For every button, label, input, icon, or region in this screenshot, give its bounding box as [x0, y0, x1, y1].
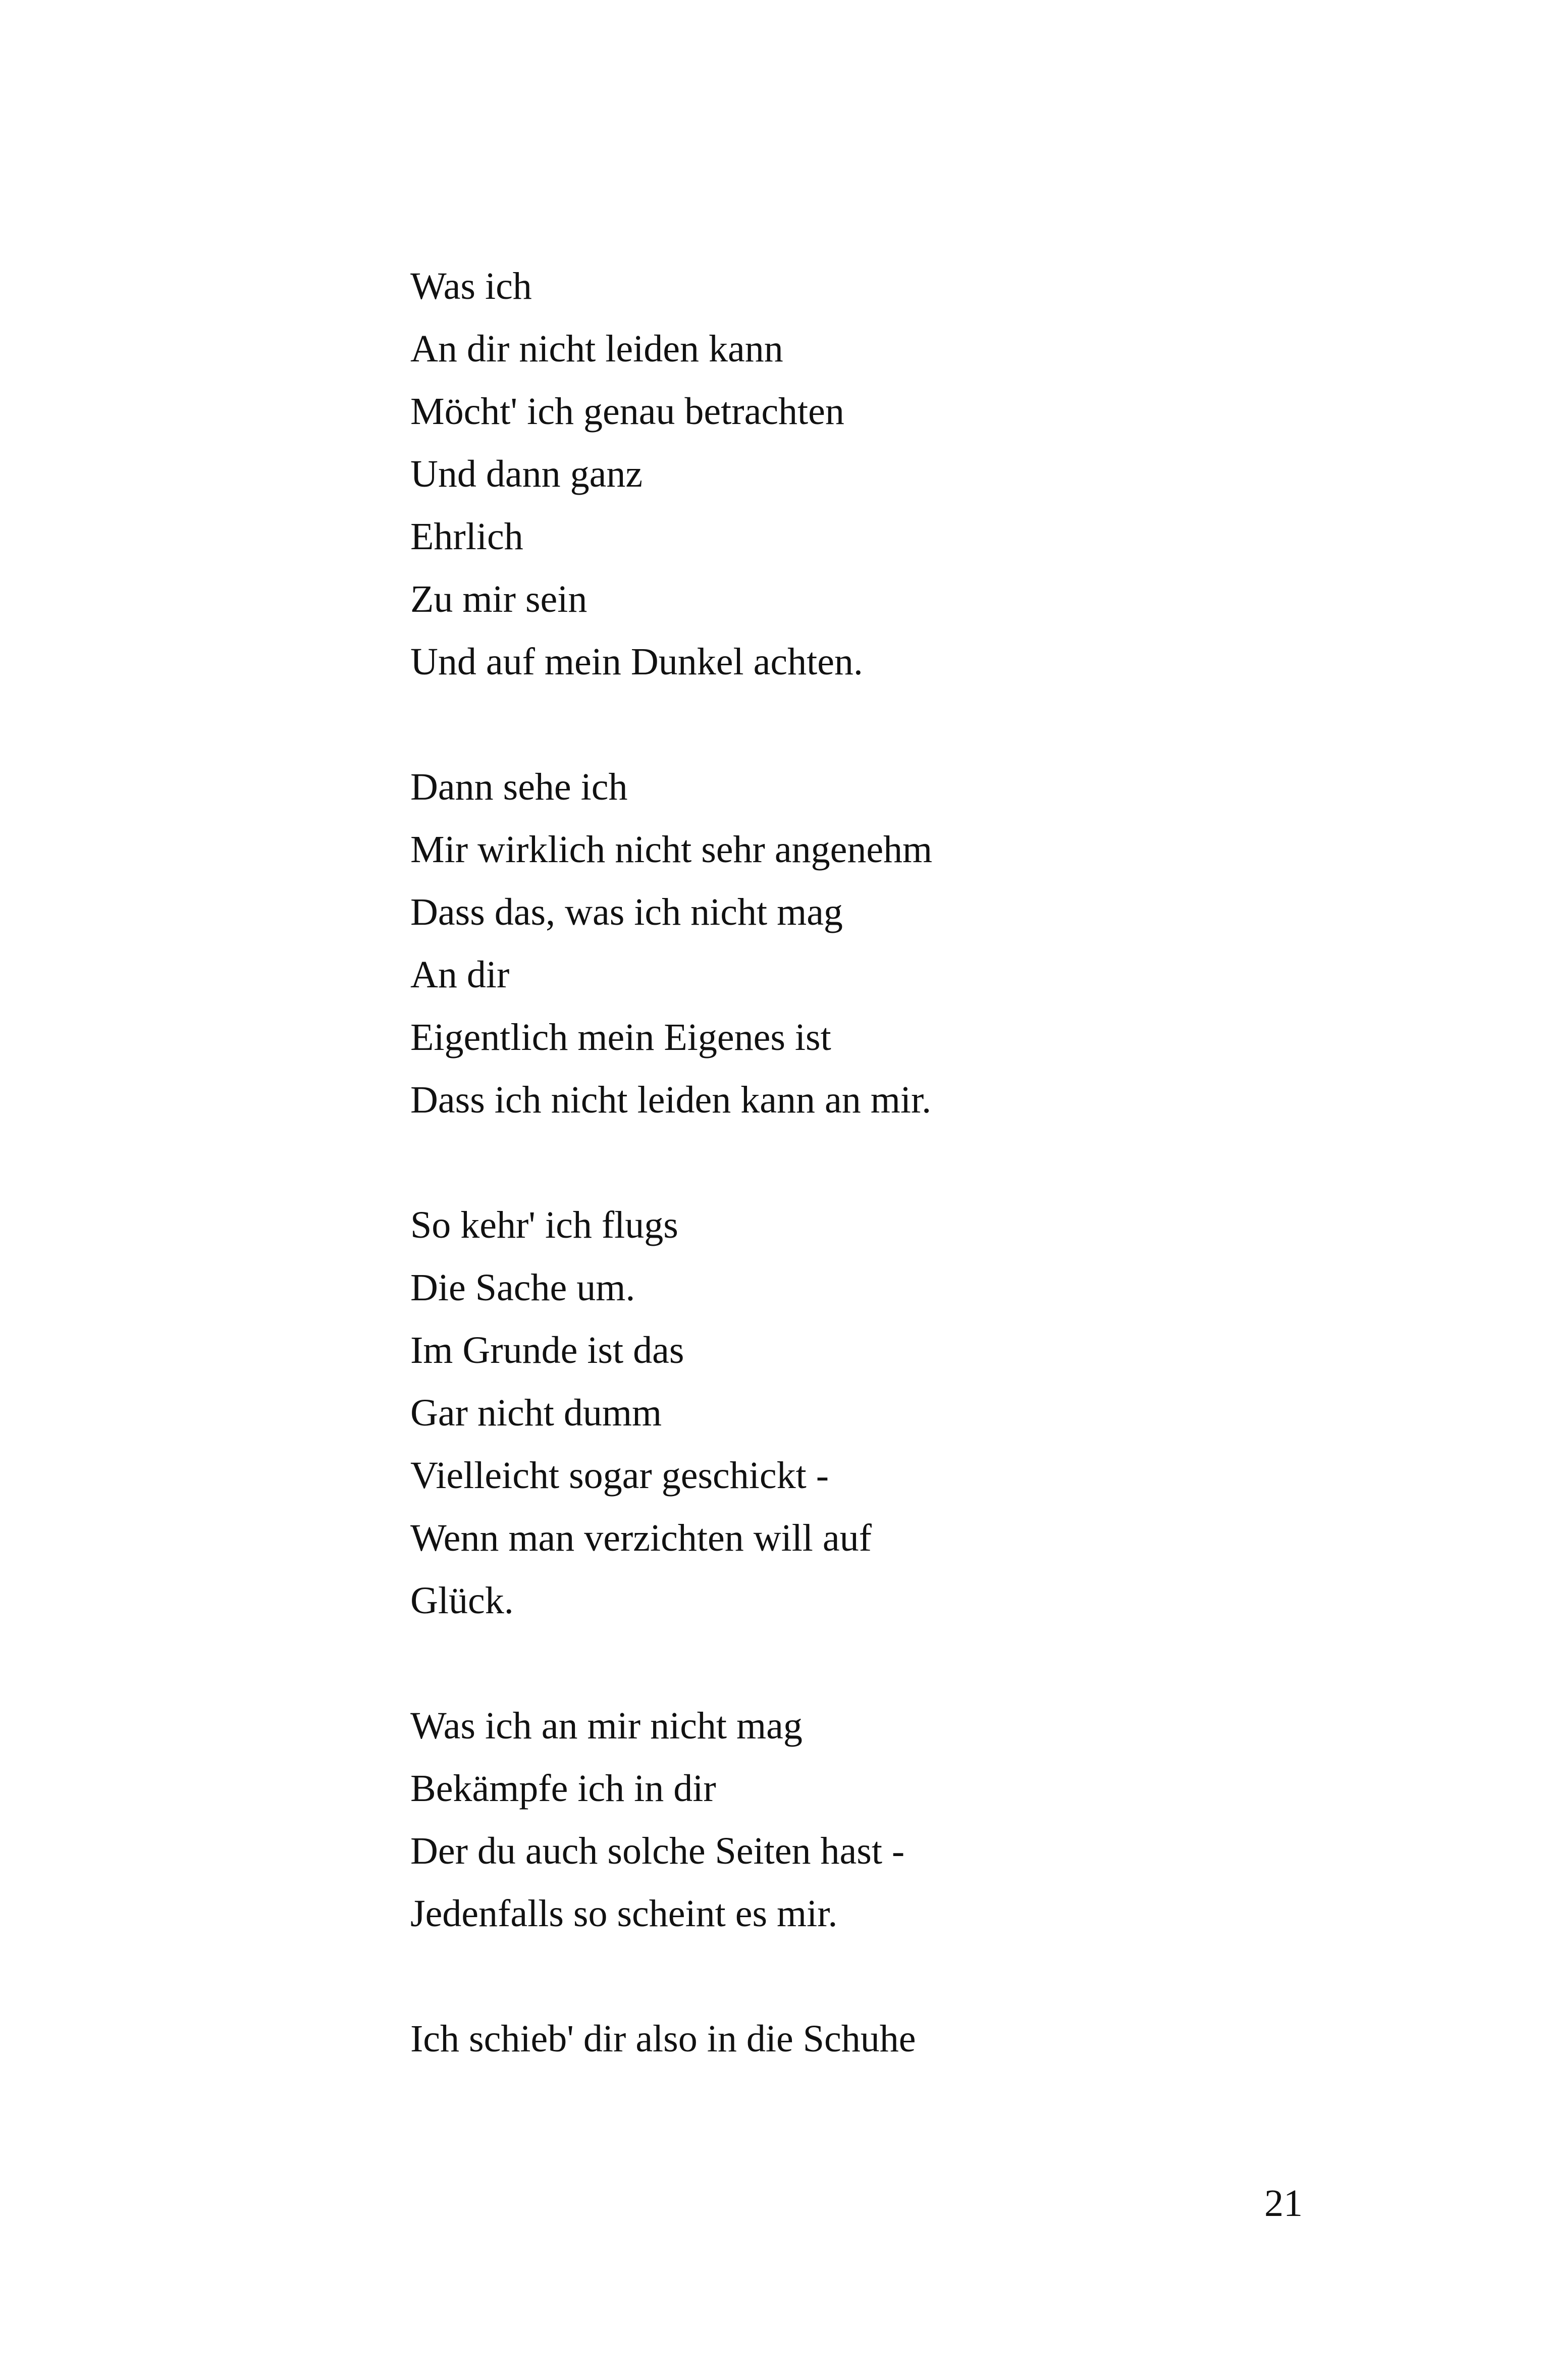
poem-line: Möcht' ich genau betrachten — [410, 390, 844, 433]
poem-line: Ehrlich — [410, 515, 523, 558]
poem-line: Bekämpfe ich in dir — [410, 1767, 716, 1810]
stanza-5 — [410, 2007, 1420, 2070]
poem-line: Dass das, was ich nicht mag — [410, 891, 843, 933]
poem-line: An dir nicht leiden kann — [410, 328, 783, 370]
poem-line: Dann sehe ich — [410, 766, 628, 808]
poem — [410, 255, 1420, 2133]
poem-line: Und auf mein Dunkel achten. — [410, 641, 863, 683]
poem-line: Ich schieb' dir also in die Schuhe — [410, 2018, 916, 2060]
poem-line: Was ich an mir nicht mag — [410, 1705, 803, 1747]
poem-line: Mir wirklich nicht sehr angenehm — [410, 828, 933, 871]
page-number: 21 — [1264, 2182, 1303, 2225]
stanza-4 — [410, 1695, 1420, 1945]
poem-line: So kehr' ich flugs — [410, 1204, 678, 1246]
poem-line: Gar nicht dumm — [410, 1392, 662, 1434]
poem-line: An dir — [410, 954, 510, 996]
stanza-1 — [410, 255, 1420, 693]
poem-line: Jedenfalls so scheint es mir. — [410, 1892, 838, 1935]
poem-line: Die Sache um. — [410, 1266, 635, 1309]
stanza-2 — [410, 756, 1420, 1131]
poem-line: Und dann ganz — [410, 453, 643, 495]
poem-line: Glück. — [410, 1579, 514, 1622]
poem-line: Zu mir sein — [410, 578, 588, 620]
poem-line: Der du auch solche Seiten hast - — [410, 1830, 905, 1872]
poem-line: Im Grunde ist das — [410, 1329, 684, 1371]
poem-line: Dass ich nicht leiden kann an mir. — [410, 1079, 932, 1121]
poem-line: Vielleicht sogar geschickt - — [410, 1454, 829, 1497]
poem-line: Wenn man verzichten will auf — [410, 1517, 872, 1559]
poem-line: Eigentlich mein Eigenes ist — [410, 1016, 831, 1059]
stanza-3 — [410, 1194, 1420, 1632]
poem-line: Was ich — [410, 265, 532, 307]
